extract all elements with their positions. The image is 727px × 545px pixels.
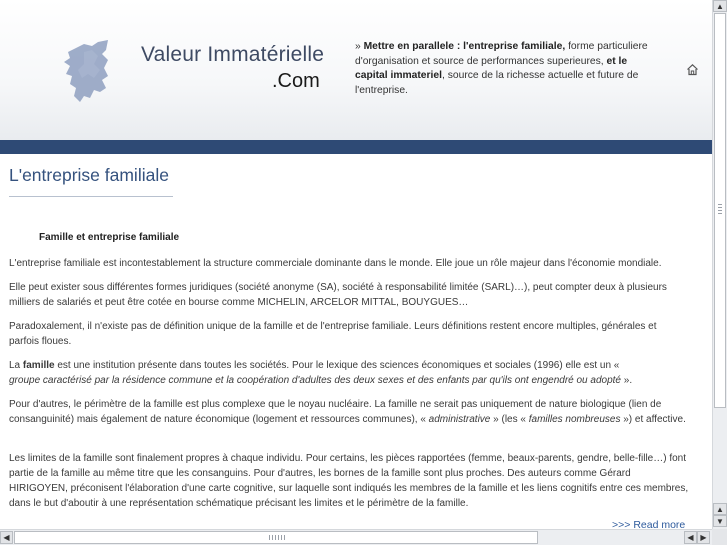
vertical-grip-icon [718, 204, 722, 216]
vertical-scrollbar[interactable] [712, 0, 727, 529]
tagline-prefix: » [355, 41, 364, 52]
section-heading: Famille et entreprise familiale [39, 232, 180, 243]
scroll-left-button-right[interactable]: ◀ [684, 531, 697, 544]
p4-text-e: ». [621, 375, 633, 386]
header-tagline [355, 40, 655, 98]
site-name: Valeur Immatérielle [141, 43, 325, 66]
horizontal-grip-icon [269, 535, 285, 540]
europe-map-logo [58, 40, 118, 105]
p4-italic-quote: groupe caractérisé par la résidence commune et la coopération d'adultes des deux sexes et des enfants par qu'ils ont engendré ou adopté [9, 375, 621, 386]
site-header [0, 0, 712, 140]
horizontal-scroll-thumb[interactable] [14, 531, 538, 544]
p5-italic-familles: familles nombreuses [528, 414, 621, 425]
home-icon[interactable] [686, 63, 699, 76]
p4-bold-famille: famille [22, 360, 55, 371]
scroll-down-button[interactable]: ▼ [713, 515, 727, 527]
paragraph-1: L'entreprise familiale est incontestablement la structure commerciale dominante dans le monde. Elle joue un rôle majeur dans l'économie mondiale. [9, 258, 662, 269]
p5-text-e: ») et affective. [620, 414, 686, 425]
p4-text-a: La [9, 360, 23, 371]
scroll-up-button-lower[interactable]: ▲ [713, 503, 727, 515]
page-title: L'entreprise familiale [9, 165, 169, 185]
paragraph-5 [9, 397, 689, 427]
tagline-bold-2: et le capital immateriel [355, 55, 628, 82]
vertical-scroll-thumb[interactable] [714, 13, 726, 408]
scroll-right-button[interactable]: ▶ [697, 531, 710, 544]
paragraph-6: Les limites de la famille sont finalement propres à chaque individu. Pour certains, les pièces rapportées (femme, beaux-parents, gendre, belle-fille…) font partie de la famille au même titre que les consanguins. Pour d'autres, les bornes de la famille sont plus proches. Des auteurs comme Gérard HIRIGOYEN, préconisent l'élaboration d'une carte cognitive, sur laquelle sont indiqués les membres de la famille et les liens cognitifs entre ces membres, dans le but d'aboutir à une représentation schématique précisant les limites et le périmètre de la famille. [9, 453, 689, 509]
paragraph-2: Elle peut exister sous différentes formes juridiques (société anonyme (SA), société à responsabilité limitée (SARL)…), peut compter deux à plusieurs milliers de salariés et peut être cotée en bourse comme MICHELIN, ARCELOR MITTAL, BOUYGUES… [9, 282, 667, 308]
p5-text-c: » (les « [490, 414, 529, 425]
scrollbar-corner [712, 529, 727, 545]
tagline-text-1: forme particuliere d'organisation et source de performances superieures, [355, 41, 648, 67]
read-more-link[interactable]: >>> Read more [612, 519, 686, 529]
main-content [0, 154, 712, 529]
p5-italic-administrative: administrative [428, 414, 491, 425]
tagline-text-2: , source de la richesse actuelle et future de l'entreprise. [355, 70, 639, 96]
p5-text-a: Pour d'autres, le périmètre de la famille est plus complexe que le noyau nucléaire. La famille ne serait pas uniquement de nature biologique (lien de consanguinité) mais également de nature économique (logement et ressources communes), « [9, 399, 662, 425]
site-tld: .Com [272, 70, 320, 92]
scroll-left-button[interactable]: ◀ [0, 531, 13, 544]
title-divider [9, 196, 173, 197]
scroll-up-button[interactable]: ▲ [713, 0, 727, 12]
p4-text-c: est une institution présente dans toutes les sociétés. Pour le lexique des sciences économiques et sociales (1996) elle est un « [54, 360, 620, 371]
horizontal-scrollbar[interactable] [0, 529, 712, 545]
tagline-bold-1: Mettre en parallele : l'entreprise familiale, [363, 41, 566, 52]
header-band [0, 140, 712, 154]
paragraph-3: Paradoxalement, il n'existe pas de définition unique de la famille et de l'entreprise familiale. Leurs définitions restent encore multiples, générales et parfois floues. [9, 321, 657, 347]
paragraph-4 [9, 358, 689, 388]
